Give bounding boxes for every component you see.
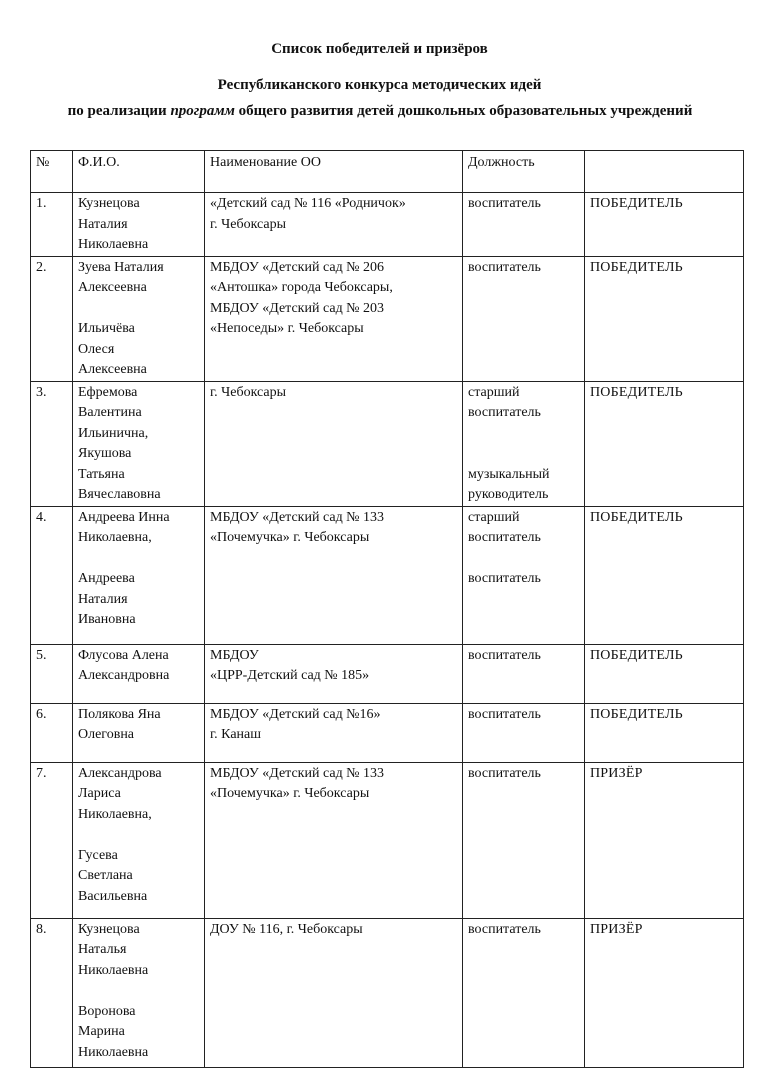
cell-position: воспитатель xyxy=(463,762,585,918)
header-name: Ф.И.О. xyxy=(73,151,205,193)
cell-position: воспитатель xyxy=(463,703,585,762)
cell-position: старший воспитатель музыкальный руководитель xyxy=(463,381,585,506)
cell-org: МБДОУ «Детский сад № 206 «Антошка» города Чебоксары, МБДОУ «Детский сад № 203 «Непоседы» г. Чебоксары xyxy=(205,256,463,381)
cell-org: г. Чебоксары xyxy=(205,381,463,506)
cell-name: Кузнецова Наталия Николаевна xyxy=(73,193,205,257)
table-row xyxy=(31,506,744,644)
cell-name: Александрова Лариса Николаевна, Гусева Светлана Васильевна xyxy=(73,762,205,918)
cell-org: ДОУ № 116, г. Чебоксары xyxy=(205,918,463,1067)
cell-result: ПОБЕДИТЕЛЬ xyxy=(585,193,744,257)
cell-result: ПОБЕДИТЕЛЬ xyxy=(585,381,744,506)
cell-org: МБДОУ «Детский сад № 133 «Почемучка» г. Чебоксары xyxy=(205,762,463,918)
cell-name: Кузнецова Наталья Николаевна Воронова Марина Николаевна xyxy=(73,918,205,1067)
cell-result: ПОБЕДИТЕЛЬ xyxy=(585,703,744,762)
header-num: № xyxy=(31,151,73,193)
cell-org: МБДОУ «Детский сад №16» г. Канаш xyxy=(205,703,463,762)
table-row xyxy=(31,918,744,1067)
cell-result: ПОБЕДИТЕЛЬ xyxy=(585,256,744,381)
cell-name: Андреева Инна Николаевна, Андреева Наталия Ивановна xyxy=(73,506,205,644)
table-header-row xyxy=(31,151,744,193)
cell-position: старший воспитатель воспитатель xyxy=(463,506,585,644)
winners-table xyxy=(30,150,744,1068)
cell-org: «Детский сад № 116 «Родничок» г. Чебоксары xyxy=(205,193,463,257)
cell-name: Флусова Алена Александровна xyxy=(73,644,205,703)
cell-result: ПОБЕДИТЕЛЬ xyxy=(585,506,744,644)
title-post: общего развития детей дошкольных образовательных учреждений xyxy=(234,103,693,119)
table-row xyxy=(31,762,744,918)
header-position: Должность xyxy=(463,151,585,193)
cell-name: Зуева Наталия Алексеевна Ильичёва Олеся Алексеевна xyxy=(73,256,205,381)
cell-org: МБДОУ «Детский сад № 133 «Почемучка» г. Чебоксары xyxy=(205,506,463,644)
cell-num: 1. xyxy=(31,193,73,257)
table-row xyxy=(31,193,744,257)
cell-org: МБДОУ «ЦРР-Детский сад № 185» xyxy=(205,644,463,703)
cell-num: 3. xyxy=(31,381,73,506)
table-row xyxy=(31,644,744,703)
cell-num: 8. xyxy=(31,918,73,1067)
table-row xyxy=(31,256,744,381)
title-italic: программ xyxy=(170,103,235,119)
header-result xyxy=(585,151,744,193)
cell-result: ПОБЕДИТЕЛЬ xyxy=(585,644,744,703)
cell-position: воспитатель xyxy=(463,256,585,381)
cell-num: 2. xyxy=(31,256,73,381)
doc-title-line2: Республиканского конкурса методических идей xyxy=(217,77,542,93)
cell-name: Полякова Яна Олеговна xyxy=(73,703,205,762)
cell-num: 5. xyxy=(31,644,73,703)
cell-name: Ефремова Валентина Ильинична, Якушова Татьяна Вячеславовна xyxy=(73,381,205,506)
cell-position: воспитатель xyxy=(463,644,585,703)
cell-num: 7. xyxy=(31,762,73,918)
table-row xyxy=(31,381,744,506)
doc-title-line3 xyxy=(20,102,740,121)
header-org: Наименование ОО xyxy=(205,151,463,193)
doc-title-line1: Список победителей и призёров xyxy=(271,41,488,57)
title-pre: по реализации xyxy=(67,103,171,119)
cell-position: воспитатель xyxy=(463,193,585,257)
cell-num: 6. xyxy=(31,703,73,762)
cell-num: 4. xyxy=(31,506,73,644)
cell-result: ПРИЗЁР xyxy=(585,762,744,918)
cell-result: ПРИЗЁР xyxy=(585,918,744,1067)
table-row xyxy=(31,703,744,762)
cell-position: воспитатель xyxy=(463,918,585,1067)
